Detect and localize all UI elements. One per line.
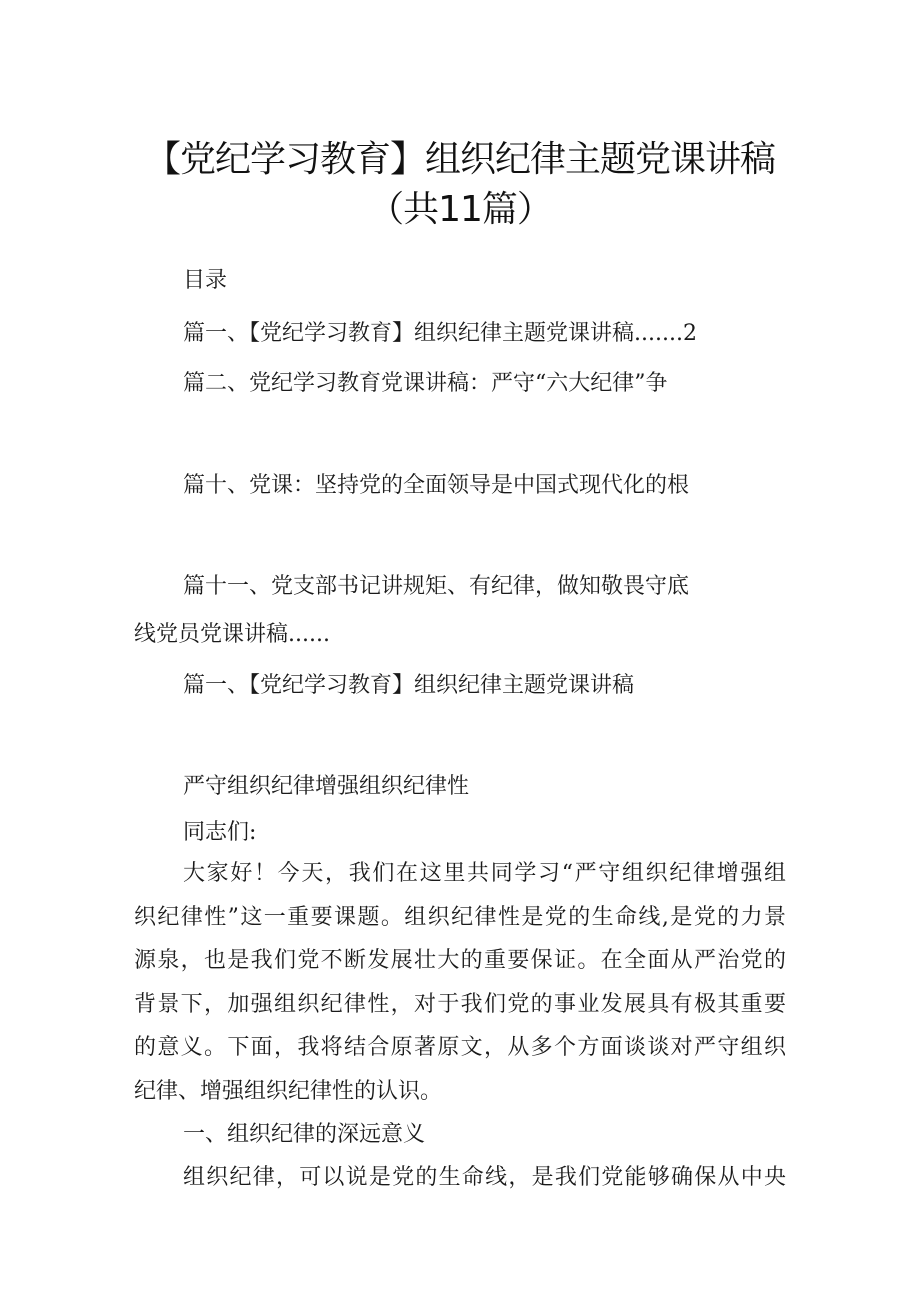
paragraph-line: 纪律、增强组织纪律性的认识。 xyxy=(134,1079,443,1104)
paragraph-line: 背景下，加强组织纪律性，对于我们党的事业发展具有极其重要 xyxy=(134,992,786,1017)
toc-item-1[interactable]: 篇一、【党纪学习教育】组织纪律主题党课讲稿.......2 xyxy=(183,321,697,346)
paragraph-line: 大家好！今天，我们在这里共同学习“严守组织纪律增强组 xyxy=(183,861,786,886)
salutation: 同志们: xyxy=(183,820,257,845)
subheading: 一、组织纪律的深远意义 xyxy=(183,1122,426,1147)
toc-item-11-continued[interactable]: 线党员党课讲稿...... xyxy=(134,622,330,647)
toc-heading: 目录 xyxy=(183,268,228,293)
toc-item-2[interactable]: 篇二、党纪学习教育党课讲稿：严守“六大纪律”争 xyxy=(183,371,668,396)
speech-title: 严守组织纪律增强组织纪律性 xyxy=(183,774,470,799)
document-title: 【党纪学习教育】组织纪律主题党课讲稿 xyxy=(144,139,775,180)
document-title-count: （共11篇） xyxy=(368,189,552,230)
paragraph-line: 织纪律性”这一重要课题。组织纪律性是党的生命线,是党的力景 xyxy=(134,905,786,930)
section-heading: 篇一、【党纪学习教育】组织纪律主题党课讲稿 xyxy=(183,673,635,698)
toc-item-11[interactable]: 篇十一、党支部书记讲规矩、有纪律，做知敬畏守底 xyxy=(183,574,690,599)
paragraph-line: 组织纪律，可以说是党的生命线，是我们党能够确保从中央 xyxy=(183,1165,786,1190)
paragraph-line: 的意义。下面，我将结合原著原文，从多个方面谈谈对严守组织 xyxy=(134,1035,786,1060)
paragraph-line: 源泉，也是我们党不断发展壮大的重要保证。在全面从严治党的 xyxy=(134,948,786,973)
toc-item-10[interactable]: 篇十、党课：坚持党的全面领导是中国式现代化的根 xyxy=(183,473,690,498)
